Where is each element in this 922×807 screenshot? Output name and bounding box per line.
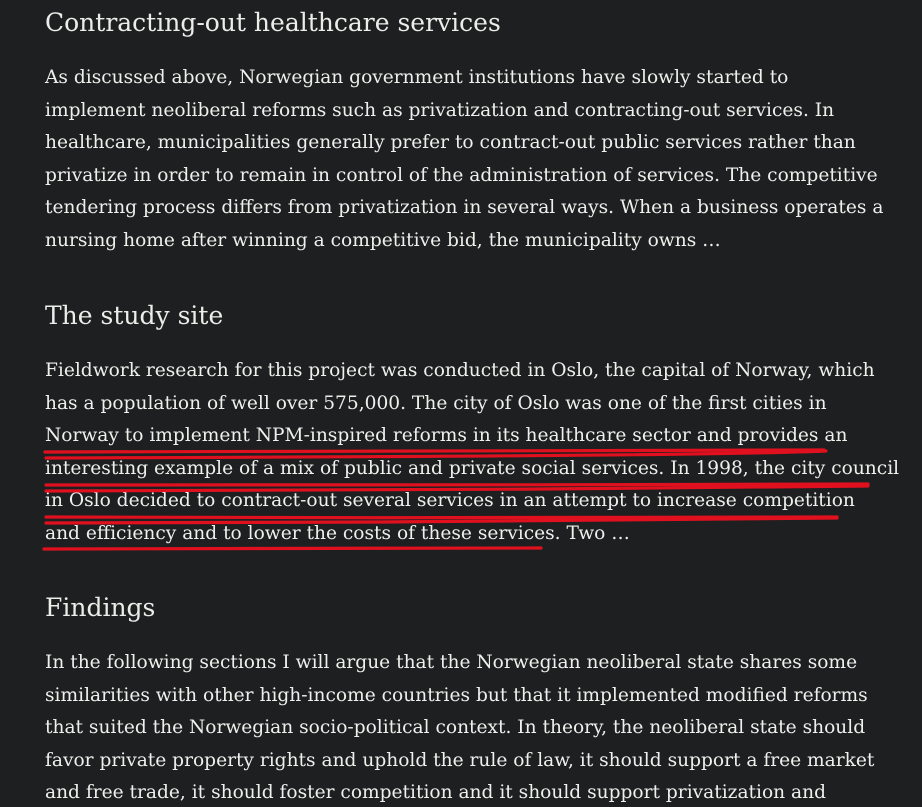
paragraph-line: and efficiency and to lower the costs of these services. Two … [45, 522, 630, 544]
section-heading: The study site [45, 301, 224, 330]
paragraph-line: and free trade, it should foster competition and it should support privatization and [45, 782, 826, 804]
section-heading: Findings [45, 593, 156, 622]
section-paragraph [45, 647, 874, 807]
paragraph-line: that suited the Norwegian socio-political context. In theory, the neoliberal state should [45, 717, 866, 739]
paragraph-line: interesting example of a mix of public and private social services. In 1998, the city council [45, 457, 900, 479]
section-paragraph [45, 62, 883, 258]
section-heading: Contracting-out healthcare services [45, 8, 501, 37]
paragraph-line: As discussed above, Norwegian government institutions have slowly started to [45, 67, 789, 88]
paragraph-line: has a population of well over 575,000. The city of Oslo was one of the first cities in [45, 392, 827, 414]
paragraph-line: healthcare, municipalities generally prefer to contract-out public services rather than [45, 132, 856, 154]
paragraph-line: in Oslo decided to contract-out several services in an attempt to increase competition [45, 490, 855, 512]
paragraph-line: In the following sections I will argue that the Norwegian neoliberal state shares some [45, 652, 858, 673]
section-paragraph [45, 355, 899, 551]
section-findings [45, 593, 885, 804]
paragraph-line: similarities with other high-income countries but that it implemented modified reforms [45, 684, 868, 706]
section-contracting-out [45, 8, 885, 251]
paragraph-line: implement neoliberal reforms such as privatization and contracting-out services. In [45, 99, 835, 121]
paragraph-line: Fieldwork research for this project was conducted in Oslo, the capital of Norway, which [45, 360, 875, 381]
paragraph-line: privatize in order to remain in control of the administration of services. The competitive [45, 164, 878, 186]
paragraph-line: tendering process differs from privatization in several ways. When a business operates a [45, 197, 884, 219]
paragraph-line: favor private property rights and uphold the rule of law, it should support a free market [45, 749, 875, 771]
paragraph-line: nursing home after winning a competitive bid, the municipality owns … [45, 229, 721, 251]
paragraph-line: Norway to implement NPM-inspired reforms in its healthcare sector and provides an [45, 425, 848, 447]
section-study-site [45, 301, 900, 544]
